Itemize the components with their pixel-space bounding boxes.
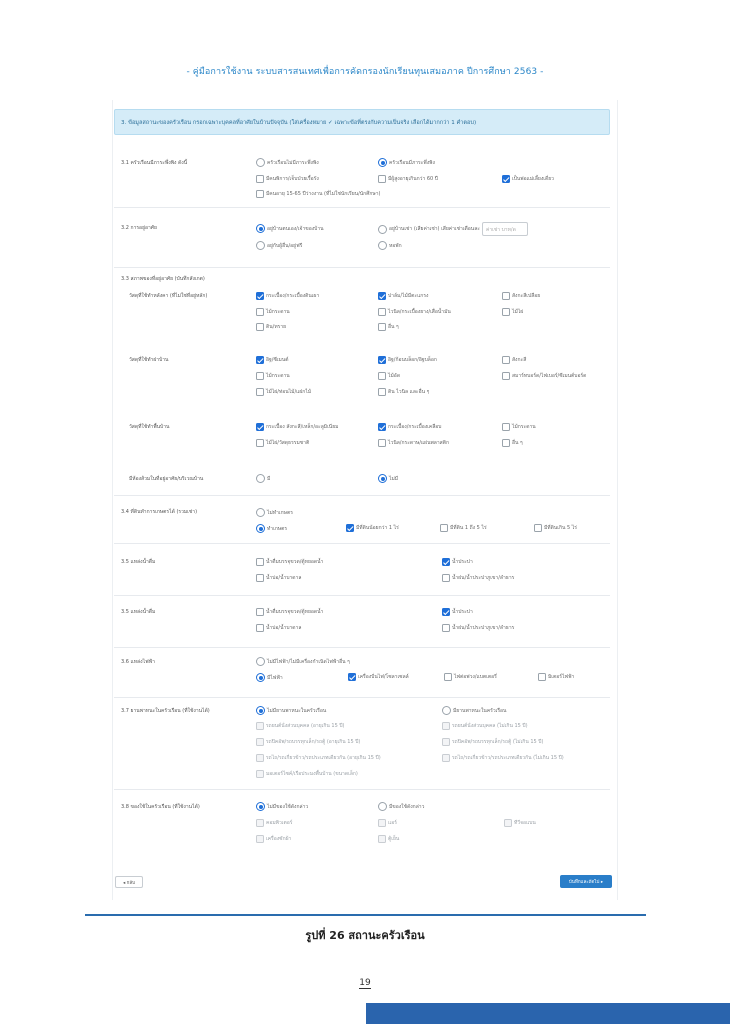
page-number-text: 19 bbox=[359, 978, 371, 988]
water2-option-2[interactable] bbox=[442, 608, 473, 616]
water2-option-1[interactable] bbox=[256, 608, 323, 616]
checkbox-check-icon bbox=[346, 524, 354, 532]
roof-label: วัสดุที่ใช้ทำหลังคา (ที่ไม่ใช่ที่อยู่หลัก) bbox=[129, 293, 208, 299]
option-label: ดิน/ทราย bbox=[266, 324, 287, 330]
water-option-3[interactable] bbox=[256, 574, 301, 582]
checkbox-check-icon bbox=[378, 356, 386, 364]
checkbox-icon bbox=[256, 835, 264, 843]
document-header: - คู่มือการใช้งาน ระบบสารสนเทศเพื่อการคัดกรองนักเรียนทุนเสมอภาค ปีการศึกษา 2563 - bbox=[186, 67, 544, 77]
option-label: น้ำฝน/น้ำประปาภูเขา/ลำธาร bbox=[452, 625, 515, 631]
section-3-3 bbox=[114, 268, 610, 496]
option-label: อิฐ/ซีเมนต์ bbox=[266, 357, 289, 363]
vehicle-option-5[interactable] bbox=[256, 754, 381, 762]
water2-option-4[interactable] bbox=[442, 624, 514, 632]
radio-icon bbox=[378, 225, 387, 234]
radio-icon bbox=[256, 802, 265, 811]
section-3-8 bbox=[114, 790, 610, 860]
option-label: มีที่ดินเกิน 5 ไร่ bbox=[544, 525, 577, 531]
q36-none-radio[interactable] bbox=[256, 657, 350, 666]
checkbox-icon bbox=[378, 175, 386, 183]
option-label: ทำเกษตร bbox=[267, 525, 288, 532]
checkbox-icon bbox=[502, 372, 510, 380]
option-label: มีคนอายุ 15-65 ปีว่างงาน (ที่ไม่ใช่นักเรียน/นักศึกษา) bbox=[266, 191, 381, 197]
q34-over5-checkbox[interactable] bbox=[534, 524, 577, 532]
option-label: น้ำฝน/น้ำประปาภูเขา/ลำธาร bbox=[452, 575, 515, 581]
radio-icon bbox=[256, 673, 265, 682]
option-label: รถยนต์นั่งส่วนบุคคล (ไม่เกิน 15 ปี) bbox=[452, 723, 528, 729]
option-label: ตู้เย็น bbox=[388, 836, 400, 842]
q37-has-radio[interactable] bbox=[442, 706, 506, 715]
option-label: กระเบื้อง/กระเบื้องดินเผา bbox=[266, 293, 320, 299]
roof-option-2[interactable] bbox=[378, 292, 428, 300]
option-label: ไม้กระดาน bbox=[512, 424, 536, 430]
option-label: ดิน ไวนิล และอื่น ๆ bbox=[388, 389, 430, 395]
radio-icon bbox=[378, 158, 387, 167]
roof-option-6[interactable] bbox=[502, 308, 523, 316]
q34-yes-radio[interactable] bbox=[256, 524, 287, 533]
q36-label: 3.6 แหล่งไฟฟ้า bbox=[121, 659, 155, 665]
option-label: น้ำดื่มบรรจุขวด/ตู้หยอดน้ำ bbox=[266, 559, 324, 565]
option-label: สมาร์ทบอร์ด/ไฟเบอร์/ซีเมนต์บอร์ด bbox=[512, 373, 587, 379]
checkbox-icon bbox=[442, 754, 450, 762]
footer-bar bbox=[366, 1003, 730, 1024]
option-label: คอมพิวเตอร์ bbox=[266, 820, 293, 826]
vehicle-option-3[interactable] bbox=[256, 738, 360, 746]
q31-none-radio[interactable] bbox=[256, 158, 319, 167]
option-label: ไวนิล/กระดาษ/แผ่นพลาสติก bbox=[388, 440, 449, 446]
appliance-option-4[interactable] bbox=[256, 835, 291, 843]
option-label: ไม่มี bbox=[389, 475, 399, 482]
roof-option-1[interactable] bbox=[256, 292, 319, 300]
option-label: อยู่กับผู้อื่น/อยู่ฟรี bbox=[267, 242, 303, 249]
q31-unemployed-checkbox[interactable] bbox=[256, 190, 380, 198]
wall-option-5[interactable] bbox=[378, 372, 400, 380]
option-label: อื่น ๆ bbox=[512, 440, 523, 446]
q32-dorm-radio[interactable] bbox=[378, 241, 402, 250]
checkbox-icon bbox=[444, 673, 452, 681]
water-option-4[interactable] bbox=[442, 574, 514, 582]
checkbox-icon bbox=[256, 439, 264, 447]
q31-elderly-checkbox[interactable] bbox=[378, 175, 438, 183]
q38-has-radio[interactable] bbox=[378, 802, 424, 811]
caption-divider bbox=[85, 914, 646, 916]
checkbox-icon bbox=[256, 574, 264, 582]
checkbox-icon bbox=[256, 738, 264, 746]
option-label: มีผู้สูงอายุเกินกว่า 60 ปี bbox=[388, 176, 438, 182]
checkbox-icon bbox=[502, 292, 510, 300]
option-label: ไม่มียานพาหนะในครัวเรือน bbox=[267, 707, 327, 714]
checkbox-icon bbox=[502, 439, 510, 447]
roof-option-3[interactable] bbox=[502, 292, 540, 300]
roof-option-8[interactable] bbox=[378, 323, 399, 331]
checkbox-check-icon bbox=[442, 558, 450, 566]
rent-amount-input[interactable]: ค่าเช่า บาท/ด bbox=[482, 222, 528, 236]
section-info-banner: 3. ข้อมูลสถานะของครัวเรือน กรอกเฉพาะบุคคลที่อาศัยในบ้านปัจจุบัน (ใส่เครื่องหมาย ✓ เฉพาะข้อที่ตรงกับความเป็นจริง เลือกได้มากกว่า 1 คำตอบ) bbox=[114, 109, 610, 135]
checkbox-icon bbox=[442, 722, 450, 730]
option-label: เครื่องซักผ้า bbox=[266, 836, 292, 842]
option-label: ไม้กระดาน bbox=[266, 373, 290, 379]
option-label: สังกะสี bbox=[512, 357, 527, 363]
option-label: ไม้กระดาน bbox=[266, 309, 290, 315]
q36-meter-checkbox[interactable] bbox=[444, 673, 497, 681]
option-label: สังกะสีเปลือย bbox=[512, 293, 541, 299]
q33-label: 3.3 สภาพของที่อยู่อาศัย (บันทึกสังเกต) bbox=[121, 276, 205, 282]
option-label: มี bbox=[267, 475, 271, 482]
option-label: น้ำประปา bbox=[452, 559, 473, 565]
radio-icon bbox=[256, 158, 265, 167]
save-next-button[interactable]: บันทึกและถัดไป ▸ bbox=[560, 875, 612, 888]
floor-option-4[interactable] bbox=[256, 439, 309, 447]
water-option-1[interactable] bbox=[256, 558, 323, 566]
q31-label: 3.1 ครัวเรือนมีภาระพึ่งพิง ดังนี้ bbox=[121, 160, 188, 166]
option-label: อิฐ/ก้อนบล็อก/อิฐบล็อก bbox=[388, 357, 437, 363]
option-label: ครัวเรือนมีภาระพึ่งพิง bbox=[389, 159, 435, 166]
checkbox-check-icon bbox=[256, 292, 264, 300]
appliance-option-3[interactable] bbox=[504, 819, 536, 827]
page-number bbox=[0, 978, 730, 988]
appliance-option-5[interactable] bbox=[378, 835, 399, 843]
wall-option-3[interactable] bbox=[502, 356, 526, 364]
q32-own-radio[interactable] bbox=[256, 224, 324, 233]
checkbox-icon bbox=[538, 673, 546, 681]
floor-option-3[interactable] bbox=[502, 423, 536, 431]
toilet-yes-radio[interactable] bbox=[256, 474, 270, 483]
appliance-option-2[interactable] bbox=[378, 819, 397, 827]
checkbox-icon bbox=[256, 388, 264, 396]
q36-has-radio[interactable] bbox=[256, 673, 283, 682]
appliance-option-1[interactable] bbox=[256, 819, 292, 827]
radio-icon bbox=[378, 802, 387, 811]
radio-icon bbox=[378, 474, 387, 483]
wall-option-6[interactable] bbox=[502, 372, 586, 380]
option-label: ไม่ทำเกษตร bbox=[267, 509, 293, 516]
option-label: รถยนต์นั่งส่วนบุคคล (อายุเกิน 15 ปี) bbox=[266, 723, 345, 729]
q35b-label: 3.5 แหล่งน้ำดื่ม bbox=[121, 609, 156, 615]
option-label: มิเตอร์ไฟฟ้า bbox=[548, 674, 575, 680]
q37-none-radio[interactable] bbox=[256, 706, 326, 715]
checkbox-icon bbox=[378, 308, 386, 316]
checkbox-icon bbox=[256, 722, 264, 730]
option-label: หอพัก bbox=[389, 242, 402, 249]
checkbox-icon bbox=[442, 738, 450, 746]
option-label: น้ำบ่อ/น้ำบาดาล bbox=[266, 575, 302, 581]
option-label: ไวนิล/กระเบื้องยาง/เสื่อน้ำมัน bbox=[388, 309, 451, 315]
radio-icon bbox=[256, 474, 265, 483]
floor-option-6[interactable] bbox=[502, 439, 523, 447]
checkbox-icon bbox=[378, 439, 386, 447]
section-3-7 bbox=[114, 698, 610, 790]
option-label: ทีวีจอแบน bbox=[514, 820, 536, 826]
checkbox-icon bbox=[256, 624, 264, 632]
option-label: ไม่มีไฟฟ้า/ไม่มีเครื่องกำเนิดไฟฟ้าอื่น ๆ bbox=[267, 658, 350, 665]
back-button[interactable]: ◂ กลับ bbox=[115, 876, 143, 888]
roof-option-4[interactable] bbox=[256, 308, 290, 316]
checkbox-icon bbox=[256, 754, 264, 762]
radio-icon bbox=[256, 241, 265, 250]
wall-option-7[interactable] bbox=[256, 388, 311, 396]
vehicle-option-4[interactable] bbox=[442, 738, 543, 746]
option-label: ปาล์ม/ไม้มีตะแกรง bbox=[388, 293, 429, 299]
checkbox-check-icon bbox=[378, 292, 386, 300]
option-label: ไม่มีของใช้ดังกล่าว bbox=[267, 803, 309, 810]
checkbox-icon bbox=[378, 323, 386, 331]
toilet-no-radio[interactable] bbox=[378, 474, 398, 483]
section-3-5 bbox=[114, 544, 610, 596]
checkbox-check-icon bbox=[502, 175, 510, 183]
option-label: อื่น ๆ bbox=[388, 324, 399, 330]
option-label: มีที่ดิน 1 ถึง 5 ไร่ bbox=[450, 525, 487, 531]
section-3-6 bbox=[114, 648, 610, 698]
wall-option-1[interactable] bbox=[256, 356, 289, 364]
floor-option-2[interactable] bbox=[378, 423, 441, 431]
checkbox-icon bbox=[502, 308, 510, 316]
option-label: เป็นพ่อแม่เลี้ยงเดี่ยว bbox=[512, 176, 554, 182]
checkbox-icon bbox=[256, 323, 264, 331]
option-label: ไม้ไผ่/ท่อนไม้/แฝกไม้ bbox=[266, 389, 312, 395]
section-3-2 bbox=[114, 208, 610, 268]
q37-label: 3.7 ยานพาหนะในครัวเรือน (ที่ใช้งานได้) bbox=[121, 708, 210, 714]
q31-single-checkbox[interactable] bbox=[502, 175, 554, 183]
q34-label: 3.4 ที่ดินทำการเกษตรได้ (รวมเช่า) bbox=[121, 509, 198, 515]
checkbox-check-icon bbox=[378, 423, 386, 431]
checkbox-icon bbox=[256, 175, 264, 183]
checkbox-icon bbox=[442, 574, 450, 582]
vehicle-option-2[interactable] bbox=[442, 722, 528, 730]
q36-meter2-checkbox[interactable] bbox=[538, 673, 574, 681]
checkbox-icon bbox=[502, 423, 510, 431]
option-label: อยู่บ้านตนเอง/เจ้าของบ้าน bbox=[267, 225, 324, 232]
option-label: รถไถ/รถเกี่ยวข้าว/รถประเภทเดียวกัน (อายุเกิน 15 ปี) bbox=[266, 755, 381, 761]
q34-less1-checkbox[interactable] bbox=[346, 524, 399, 532]
checkbox-icon bbox=[256, 819, 264, 827]
q32-others-radio[interactable] bbox=[256, 241, 302, 250]
radio-icon bbox=[256, 224, 265, 233]
radio-icon bbox=[442, 706, 451, 715]
radio-icon bbox=[256, 508, 265, 517]
option-label: ไม้ไผ่ bbox=[512, 309, 524, 315]
checkbox-icon bbox=[256, 308, 264, 316]
checkbox-check-icon bbox=[256, 356, 264, 364]
checkbox-icon bbox=[378, 835, 386, 843]
q32-label: 3.2 การอยู่อาศัย bbox=[121, 225, 157, 231]
vehicle-option-7[interactable] bbox=[256, 770, 358, 778]
wall-label: วัสดุที่ใช้ทำฝาบ้าน bbox=[129, 357, 169, 363]
checkbox-icon bbox=[504, 819, 512, 827]
checkbox-icon bbox=[378, 819, 386, 827]
q38-none-radio[interactable] bbox=[256, 802, 308, 811]
q38-label: 3.8 ของใช้ในครัวเรือน (ที่ใช้งานได้) bbox=[121, 804, 200, 810]
wall-option-8[interactable] bbox=[378, 388, 429, 396]
option-label: อยู่บ้านเช่า (เสียค่าเช่า) เสียค่าเช่าเดือนละ bbox=[389, 226, 480, 232]
water-option-2[interactable] bbox=[442, 558, 473, 566]
radio-icon bbox=[256, 657, 265, 666]
q34-no-radio[interactable] bbox=[256, 508, 293, 517]
q31-disabled-checkbox[interactable] bbox=[256, 175, 319, 183]
figure-caption: รูปที่ 26 สถานะครัวเรือน bbox=[305, 929, 425, 942]
checkbox-icon bbox=[440, 524, 448, 532]
checkbox-icon bbox=[442, 624, 450, 632]
option-label: ไม้อัด bbox=[388, 373, 401, 379]
section-3-4 bbox=[114, 496, 610, 544]
option-label: มียานพาหนะในครัวเรือน bbox=[453, 707, 507, 714]
q34-1to5-checkbox[interactable] bbox=[440, 524, 487, 532]
vehicle-option-1[interactable] bbox=[256, 722, 344, 730]
section-3-5b bbox=[114, 596, 610, 648]
option-label: น้ำดื่มบรรจุขวด/ตู้หยอดน้ำ bbox=[266, 609, 324, 615]
floor-option-1[interactable] bbox=[256, 423, 338, 431]
option-label: มีที่ดินน้อยกว่า 1 ไร่ bbox=[356, 525, 399, 531]
section-3-1 bbox=[114, 150, 610, 208]
checkbox-icon bbox=[256, 558, 264, 566]
option-label: มีคนพิการ/เจ็บป่วยเรื้อรัง bbox=[266, 176, 319, 182]
checkbox-icon bbox=[378, 388, 386, 396]
checkbox-check-icon bbox=[442, 608, 450, 616]
q31-has-radio[interactable] bbox=[378, 158, 435, 167]
water2-option-3[interactable] bbox=[256, 624, 301, 632]
wall-option-2[interactable] bbox=[378, 356, 437, 364]
radio-icon bbox=[256, 706, 265, 715]
option-label: รถไถ/รถเกี่ยวข้าว/รถประเภทเดียวกัน (ไม่เกิน 15 ปี) bbox=[452, 755, 564, 761]
q35-label: 3.5 แหล่งน้ำดื่ม bbox=[121, 559, 156, 565]
option-label: น้ำบ่อ/น้ำบาดาล bbox=[266, 625, 302, 631]
option-label: มอเตอร์ไซค์/เรือประมงพื้นบ้าน (ขนาดเล็ก) bbox=[266, 771, 358, 777]
floor-option-5[interactable] bbox=[378, 439, 449, 447]
roof-option-5[interactable] bbox=[378, 308, 451, 316]
option-label: มีของใช้ดังกล่าว bbox=[389, 803, 425, 810]
radio-icon bbox=[378, 241, 387, 250]
option-label: รถปิคอัพ/รถบรรทุกเล็ก/รถตู้ (ไม่เกิน 15 ปี) bbox=[452, 739, 544, 745]
option-label: กระเบื้อง สังกะสี/เหล็ก/อะลูมิเนียม bbox=[266, 424, 339, 430]
checkbox-check-icon bbox=[348, 673, 356, 681]
option-label: กระเบื้อง/กระเบื้องเคลือบ bbox=[388, 424, 442, 430]
q36-generator-checkbox[interactable] bbox=[348, 673, 409, 681]
option-label: น้ำประปา bbox=[452, 609, 473, 615]
option-label: ไม้ไผ่/วัสดุธรรมชาติ bbox=[266, 440, 310, 446]
floor-label: วัสดุที่ใช้ทำพื้นบ้าน bbox=[129, 424, 170, 430]
toilet-label: มีห้องส้วมในที่อยู่อาศัย/บริเวณบ้าน bbox=[129, 476, 204, 482]
option-label: เครื่องปั่นไฟ/โซลาเซลล์ bbox=[358, 674, 409, 680]
roof-option-7[interactable] bbox=[256, 323, 286, 331]
wall-option-4[interactable] bbox=[256, 372, 290, 380]
option-label: ไฟต่อพ่วง/แบตเตอรี่ bbox=[454, 674, 497, 680]
checkbox-icon bbox=[256, 770, 264, 778]
checkbox-icon bbox=[502, 356, 510, 364]
option-label: ครัวเรือนไม่มีภาระพึ่งพิง bbox=[267, 159, 319, 166]
option-label: รถปิคอัพ/รถบรรทุกเล็ก/รถตู้ (อายุเกิน 15 ปี) bbox=[266, 739, 361, 745]
checkbox-check-icon bbox=[256, 423, 264, 431]
checkbox-icon bbox=[534, 524, 542, 532]
option-label: แอร์ bbox=[388, 820, 397, 826]
vehicle-option-6[interactable] bbox=[442, 754, 564, 762]
checkbox-icon bbox=[256, 190, 264, 198]
option-label: มีไฟฟ้า bbox=[267, 674, 283, 681]
checkbox-icon bbox=[378, 372, 386, 380]
radio-icon bbox=[256, 524, 265, 533]
checkbox-icon bbox=[256, 372, 264, 380]
checkbox-icon bbox=[256, 608, 264, 616]
q32-rent-radio[interactable] bbox=[378, 222, 528, 236]
